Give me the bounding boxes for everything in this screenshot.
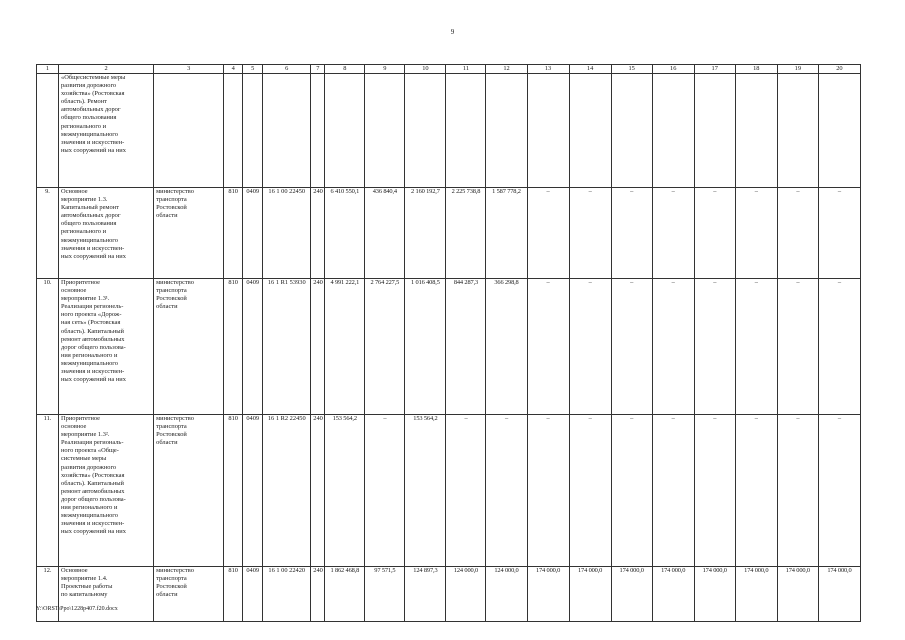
value-cell: 1 862 468,8 bbox=[325, 567, 365, 622]
code-cell: 240 bbox=[311, 567, 325, 622]
column-header: 5 bbox=[243, 65, 263, 74]
row-number bbox=[37, 74, 59, 188]
value-cell: – bbox=[652, 279, 694, 415]
column-header: 3 bbox=[154, 65, 224, 74]
row-number: 11. bbox=[37, 415, 59, 567]
value-cell: 174 000,0 bbox=[694, 567, 735, 622]
column-header: 19 bbox=[777, 65, 818, 74]
measure-name: «Общесистемные меры развития дорожного хозяйства» (Ростовская область). Ремонт автомобильных дорог общего пользования регионального и межмуниципального значения и искусствен- ных сооружений на них bbox=[59, 74, 154, 188]
row-number: 9. bbox=[37, 188, 59, 279]
code-cell: 0409 bbox=[243, 279, 263, 415]
code-cell: 240 bbox=[311, 415, 325, 567]
value-cell: – bbox=[611, 188, 652, 279]
value-cell: – bbox=[652, 415, 694, 567]
column-header: 1 bbox=[37, 65, 59, 74]
value-cell: – bbox=[735, 188, 777, 279]
value-cell: 4 991 222,1 bbox=[325, 279, 365, 415]
value-cell: 6 410 550,1 bbox=[325, 188, 365, 279]
column-header: 15 bbox=[611, 65, 652, 74]
executor: министерство транспорта Ростовской области bbox=[154, 188, 224, 279]
column-header: 12 bbox=[486, 65, 527, 74]
value-cell: 174 000,0 bbox=[818, 567, 860, 622]
code-cell bbox=[243, 74, 263, 188]
value-cell: – bbox=[365, 415, 405, 567]
value-cell: – bbox=[694, 415, 735, 567]
value-cell: – bbox=[777, 415, 818, 567]
executor: министерство транспорта Ростовской области bbox=[154, 415, 224, 567]
table-row bbox=[37, 279, 861, 415]
value-cell: 844 287,3 bbox=[446, 279, 486, 415]
measure-name: Приоритетное основное мероприятие 1.3¹. Реализация регионель- ного проекта «Дорож- ная сеть» (Ростовская область). Капитальный ремонт автомобильных дорог общего пользова- ния регионального и межмуниципального значения и искусствен- ных сооружений на них bbox=[59, 279, 154, 415]
value-cell: – bbox=[569, 279, 611, 415]
value-cell: – bbox=[735, 279, 777, 415]
value-cell: – bbox=[694, 188, 735, 279]
value-cell: – bbox=[818, 279, 860, 415]
value-cell: 2 160 192,7 bbox=[405, 188, 446, 279]
value-cell: – bbox=[652, 188, 694, 279]
value-cell bbox=[611, 74, 652, 188]
value-cell: 174 000,0 bbox=[569, 567, 611, 622]
value-cell: – bbox=[486, 415, 527, 567]
measure-name: Основное мероприятие 1.3. Капитальный ремонт автомобильных дорог общего пользования регионального и межмуниципального значения и искусствен- ных сооружений на них bbox=[59, 188, 154, 279]
code-cell: 0409 bbox=[243, 415, 263, 567]
row-number: 10. bbox=[37, 279, 59, 415]
code-cell: 810 bbox=[224, 279, 243, 415]
code-cell: 0409 bbox=[243, 188, 263, 279]
column-header: 9 bbox=[365, 65, 405, 74]
column-header: 16 bbox=[652, 65, 694, 74]
value-cell: 153 564,2 bbox=[405, 415, 446, 567]
program-table bbox=[36, 64, 861, 622]
code-cell bbox=[263, 74, 311, 188]
code-cell: 0409 bbox=[243, 567, 263, 622]
executor: министерство транспорта Ростовской области bbox=[154, 279, 224, 415]
code-cell bbox=[311, 74, 325, 188]
value-cell: 174 000,0 bbox=[611, 567, 652, 622]
value-cell: – bbox=[735, 415, 777, 567]
code-cell: 810 bbox=[224, 188, 243, 279]
table-row bbox=[37, 567, 861, 622]
value-cell: – bbox=[527, 188, 569, 279]
executor: министерство транспорта Ростовской области bbox=[154, 567, 224, 622]
value-cell: – bbox=[569, 188, 611, 279]
value-cell: 174 000,0 bbox=[735, 567, 777, 622]
value-cell: 1 587 778,2 bbox=[486, 188, 527, 279]
column-header: 2 bbox=[59, 65, 154, 74]
column-header: 8 bbox=[325, 65, 365, 74]
value-cell: – bbox=[818, 415, 860, 567]
value-cell: – bbox=[569, 415, 611, 567]
value-cell: 153 564,2 bbox=[325, 415, 365, 567]
value-cell: – bbox=[777, 188, 818, 279]
value-cell bbox=[527, 74, 569, 188]
value-cell: 366 298,8 bbox=[486, 279, 527, 415]
code-cell: 810 bbox=[224, 415, 243, 567]
value-cell bbox=[735, 74, 777, 188]
table-row bbox=[37, 74, 861, 188]
value-cell: 2 764 227,5 bbox=[365, 279, 405, 415]
code-cell: 16 1 00 22420 bbox=[263, 567, 311, 622]
value-cell: – bbox=[611, 279, 652, 415]
measure-name: Основное мероприятие 1.4. Проектные работы по капитальному bbox=[59, 567, 154, 622]
value-cell: 124 000,0 bbox=[486, 567, 527, 622]
footer-file-path: Y:\ORST\Ppo\1228p407.f20.docx bbox=[36, 606, 118, 612]
column-header: 6 bbox=[263, 65, 311, 74]
column-header: 20 bbox=[818, 65, 860, 74]
value-cell: 1 016 408,5 bbox=[405, 279, 446, 415]
value-cell bbox=[652, 74, 694, 188]
value-cell: – bbox=[527, 415, 569, 567]
value-cell: 174 000,0 bbox=[527, 567, 569, 622]
value-cell: – bbox=[818, 188, 860, 279]
column-header: 7 bbox=[311, 65, 325, 74]
value-cell bbox=[818, 74, 860, 188]
row-number: 12. bbox=[37, 567, 59, 622]
value-cell: 436 840,4 bbox=[365, 188, 405, 279]
value-cell bbox=[694, 74, 735, 188]
column-header: 10 bbox=[405, 65, 446, 74]
table-row bbox=[37, 188, 861, 279]
value-cell bbox=[446, 74, 486, 188]
value-cell: – bbox=[777, 279, 818, 415]
code-cell bbox=[224, 74, 243, 188]
page-number: 9 bbox=[450, 28, 455, 36]
value-cell: 174 000,0 bbox=[777, 567, 818, 622]
value-cell bbox=[405, 74, 446, 188]
code-cell: 240 bbox=[311, 279, 325, 415]
code-cell: 16 1 R1 53930 bbox=[263, 279, 311, 415]
measure-name: Приоритетное основное мероприятие 1.3². Реализация региональ- ного проекта «Обще- системные меры развития дорожного хозяйства» (Ростовская область). Капитальный ремонт автомобильных дорог общего пользова- ния регионального и межмуниципального значения и искусствен- ных сооружений на них bbox=[59, 415, 154, 567]
value-cell bbox=[777, 74, 818, 188]
code-cell: 810 bbox=[224, 567, 243, 622]
value-cell: 124 897,3 bbox=[405, 567, 446, 622]
value-cell: – bbox=[694, 279, 735, 415]
header-row bbox=[37, 65, 861, 74]
value-cell bbox=[325, 74, 365, 188]
column-header: 18 bbox=[735, 65, 777, 74]
value-cell: 174 000,0 bbox=[652, 567, 694, 622]
column-header: 13 bbox=[527, 65, 569, 74]
code-cell: 240 bbox=[311, 188, 325, 279]
value-cell: – bbox=[446, 415, 486, 567]
column-header: 4 bbox=[224, 65, 243, 74]
column-header: 17 bbox=[694, 65, 735, 74]
value-cell bbox=[569, 74, 611, 188]
value-cell: 124 000,0 bbox=[446, 567, 486, 622]
executor bbox=[154, 74, 224, 188]
value-cell: – bbox=[611, 415, 652, 567]
value-cell: 2 225 738,8 bbox=[446, 188, 486, 279]
value-cell bbox=[365, 74, 405, 188]
code-cell: 16 1 00 22450 bbox=[263, 188, 311, 279]
code-cell: 16 1 R2 22450 bbox=[263, 415, 311, 567]
table-row bbox=[37, 415, 861, 567]
value-cell bbox=[486, 74, 527, 188]
value-cell: 97 571,5 bbox=[365, 567, 405, 622]
column-header: 11 bbox=[446, 65, 486, 74]
column-header: 14 bbox=[569, 65, 611, 74]
value-cell: – bbox=[527, 279, 569, 415]
